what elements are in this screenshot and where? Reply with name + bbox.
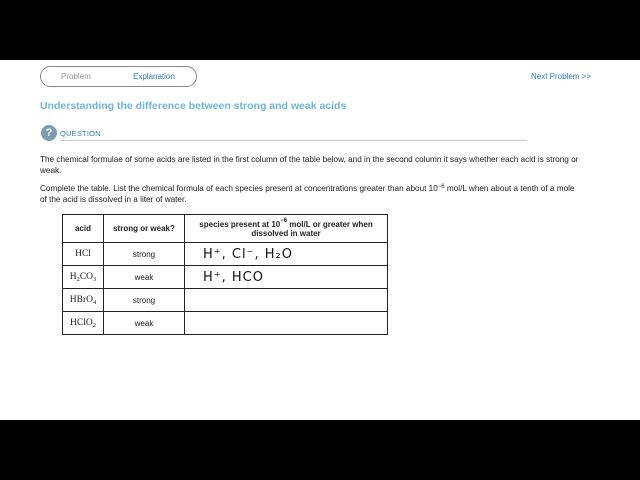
table-header-row [63,215,388,243]
question-icon: ? [41,125,57,141]
strength-cell: weak [104,266,185,289]
tab-problem[interactable]: Problem [61,72,91,81]
paragraph-2-exponent: −6 [437,184,445,190]
header-species-b: mol/L or greater when dissolved in water [251,219,373,238]
header-acid: acid [63,215,104,243]
acid-cell [63,243,104,266]
strength-cell: strong [104,289,185,312]
species-answer-cell[interactable] [185,312,388,335]
table-row [63,266,388,289]
strength-cell: strong [104,243,185,266]
acid-cell [63,289,104,312]
species-answer-cell[interactable] [185,289,388,312]
acid-table [62,214,388,335]
acid-formula-part: H [69,272,77,282]
header-strength: strong or weak? [104,215,185,243]
acid-formula: HCl [75,249,91,259]
acid-subscript: 2 [92,322,96,329]
species-answer-cell[interactable]: H⁺, HCO [185,266,388,289]
page-title: Understanding the difference between strong and weak acids [40,100,347,112]
table-row [63,289,388,312]
table-row [63,243,388,266]
question-label: QUESTION [60,129,101,138]
acid-cell [63,266,104,289]
acid-formula-part: HBrO [69,295,93,305]
paragraph-2-text-b: mol/L when about a tenth of a mole of the acid is dissolved in a liter of water. [40,184,575,204]
table-row [63,312,388,335]
acid-subscript: 2 [76,276,80,283]
acid-cell [63,312,104,335]
header-species-a: species present at 10 [199,219,281,229]
question-paragraph-2 [40,184,580,205]
question-paragraph-1: The chemical formulae of some acids are listed in the first column of the table below, and in the second column it says whether each acid is strong or weak. [40,155,579,175]
acid-formula-part: HClO [70,318,93,328]
next-problem-link[interactable]: Next Problem >> [530,72,591,81]
paragraph-2-text-a: Complete the table. List the chemical formula of each species present at concentrations greater than about 10 [40,184,438,193]
header-species [185,215,388,243]
header-species-exponent: −6 [280,217,288,224]
species-answer-cell[interactable]: H⁺, Cl⁻, H₂O [185,243,388,266]
tab-explanation[interactable]: Explanation [133,72,175,81]
strength-cell: weak [104,312,185,335]
page [0,60,640,420]
acid-subscript: 3 [93,276,97,283]
acid-subscript: 4 [92,299,97,306]
acid-formula-part: CO [79,272,94,282]
view-toggle [40,66,197,87]
question-divider [60,140,527,141]
